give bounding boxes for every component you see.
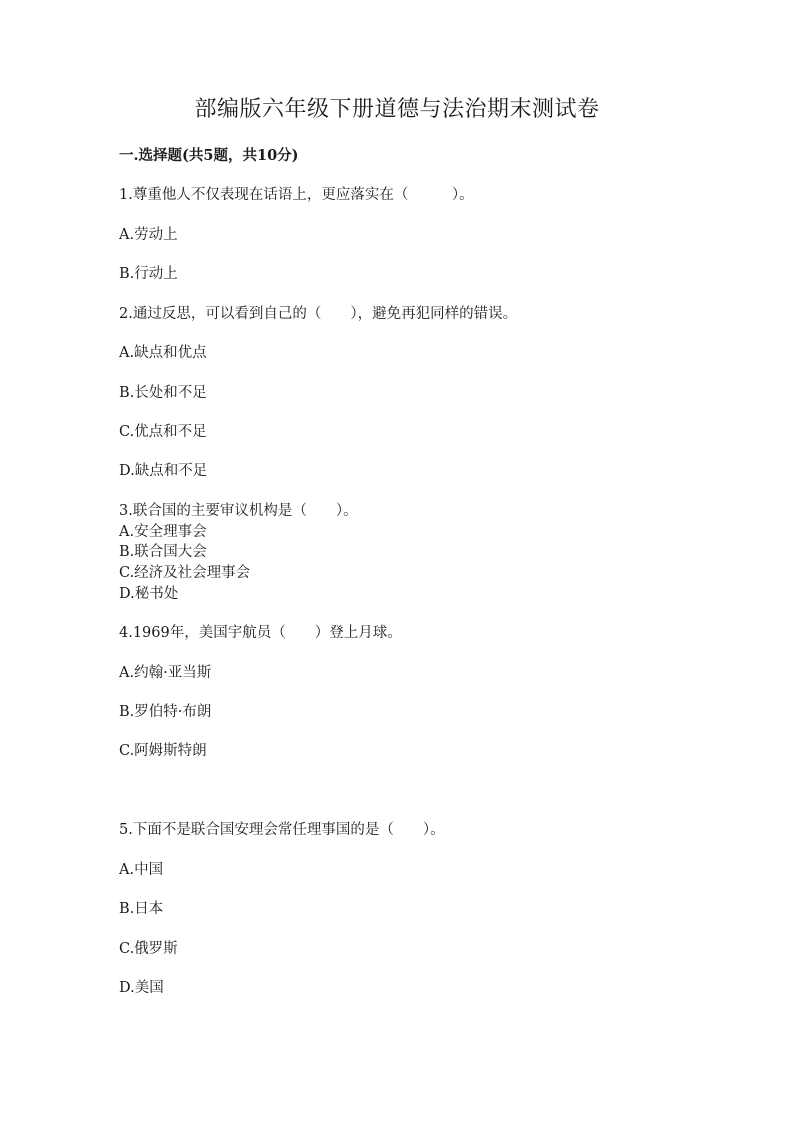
- question-5-option-d: D.美国: [119, 980, 164, 996]
- question-2-option-c: C.优点和不足: [119, 424, 207, 440]
- question-2-stem: 2.通过反思，可以看到自己的（ ），避免再犯同样的错误。: [119, 306, 518, 322]
- question-3-option-b: B.联合国大会: [119, 544, 207, 560]
- question-1-option-b: B.行动上: [119, 266, 178, 282]
- question-2-option-d: D.缺点和不足: [119, 463, 208, 479]
- question-1-stem: 1.尊重他人不仅表现在话语上，更应落实在（ ）。: [119, 187, 474, 203]
- question-2-option-b: B.长处和不足: [119, 385, 207, 401]
- question-3-option-c: C.经济及社会理事会: [119, 565, 251, 581]
- question-4-stem: 4.1969年，美国宇航员（ ）登上月球。: [119, 625, 402, 641]
- page-title: 部编版六年级下册道德与法治期末测试卷: [194, 97, 600, 122]
- section-heading: 一.选择题(共5题，共10分): [119, 147, 299, 164]
- question-1-option-a: A.劳动上: [119, 227, 178, 243]
- question-3-stem: 3.联合国的主要审议机构是（ ）。: [119, 503, 358, 519]
- question-3-option-d: D.秘书处: [119, 586, 179, 602]
- question-4-option-c: C.阿姆斯特朗: [119, 743, 207, 759]
- question-4-option-b: B.罗伯特·布朗: [119, 704, 212, 720]
- question-5-option-c: C.俄罗斯: [119, 941, 178, 957]
- question-3-option-a: A.安全理事会: [119, 524, 207, 540]
- question-5-stem: 5.下面不是联合国安理会常任理事国的是（ ）。: [119, 822, 445, 838]
- question-4-option-a: A.约翰·亚当斯: [119, 665, 212, 681]
- question-5-option-a: A.中国: [119, 862, 164, 878]
- question-2-option-a: A.缺点和优点: [119, 345, 207, 361]
- question-5-option-b: B.日本: [119, 901, 164, 917]
